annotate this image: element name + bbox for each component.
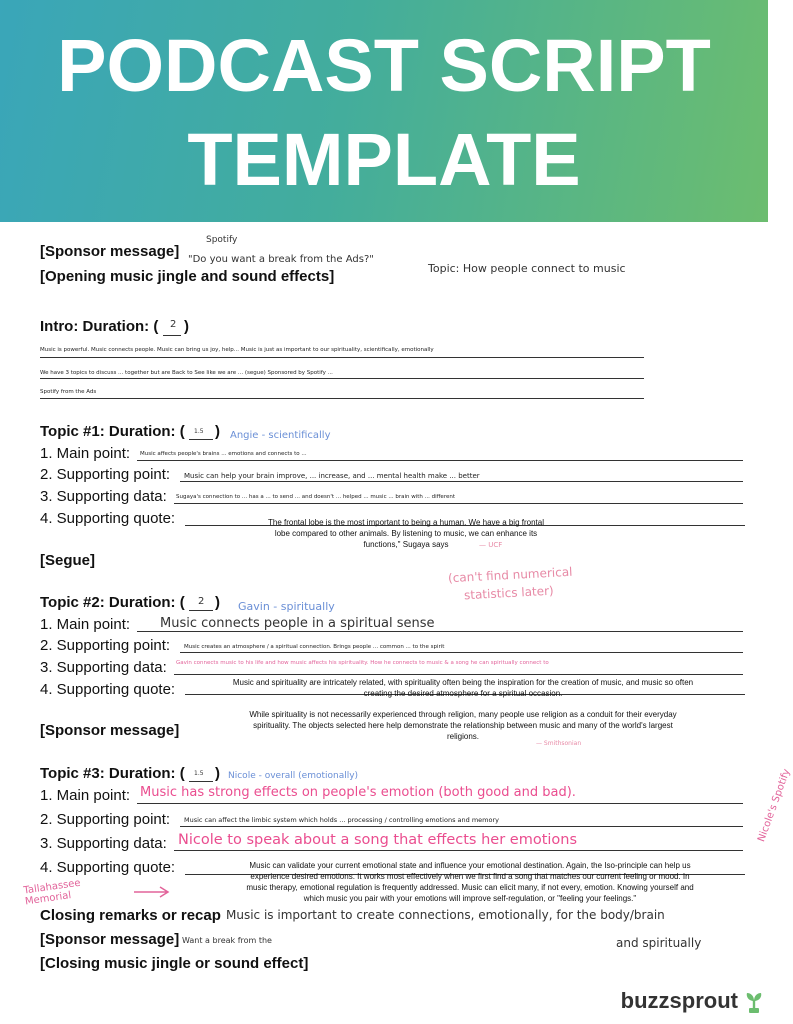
topic2-duration-value: 2 [198, 596, 205, 607]
topic1-duration-close: ) [215, 423, 220, 440]
topic2-supporting-data-label: 3. Supporting data: [40, 659, 167, 676]
topic1-duration-label: Topic #1: Duration: ( [40, 423, 185, 440]
closing-remarks: Closing remarks or recap [40, 907, 221, 924]
sprout-icon [744, 990, 764, 1014]
intro-line-2: We have 3 topics to discuss ... together but are Back to See like we are ... (segue) Sponsored by Spotify ... [40, 370, 333, 376]
topic3-main-point-label: 1. Main point: [40, 787, 131, 804]
topic3-supporting-data-value: Nicole to speak about a song that effects her emotions [178, 832, 578, 848]
topic1-note-2: statistics later) [463, 583, 555, 603]
topic2-presenter: Gavin - spiritually [238, 600, 335, 613]
topic1-supporting-quote-label: 4. Supporting quote: [40, 510, 176, 527]
topic1-supporting-point-label: 2. Supporting point: [40, 466, 171, 483]
opening-music: [Opening music jingle and sound effects] [40, 268, 335, 285]
topic1-supporting-point-value: Music can help your brain improve, ... increase, and ... mental health make ... better [184, 472, 480, 480]
topic2-supporting-point-label: 2. Supporting point: [40, 637, 171, 654]
topic2-supporting-quote-label: 4. Supporting quote: [40, 681, 176, 698]
topic3-supporting-quote-label: 4. Supporting quote: [40, 859, 176, 876]
break-note: "Do you want a break from the Ads?" [188, 254, 374, 265]
tallahassee-note: Tallahassee Memorial [22, 877, 82, 908]
topic1-quote: The frontal lobe is the most important to being a human. We have a big frontal lobe compared to other animals. By listening to music, we can enhance its functions," Sugaya says [267, 518, 544, 549]
closing-music: [Closing music jingle or sound effect] [40, 955, 309, 972]
intro-duration-label: Intro: Duration: ( [40, 318, 159, 335]
topic3-presenter: Nicole - overall (emotionally) [228, 771, 359, 781]
sponsor-message-1: [Sponsor message] [40, 243, 180, 260]
spotify-note: Spotify [206, 235, 238, 245]
topic2-duration-close: ) [215, 594, 220, 611]
closing-remarks-note-2: and spiritually [616, 936, 702, 950]
topic3-supporting-point-label: 2. Supporting point: [40, 811, 171, 828]
topic3-duration-close: ) [215, 765, 220, 782]
intro-duration-close: ) [184, 318, 189, 335]
topic2-supporting-point-value: Music creates an atmosphere / a spiritual connection. Brings people ... common ... to the spirit [184, 644, 445, 650]
sponsor3-note: Want a break from the [182, 936, 272, 945]
topic3-supporting-point-value: Music can affect the limbic system which holds ... processing / controlling emotions and memory [184, 816, 499, 824]
topic2-quote: Music and spirituality are intricately related, with spirituality often being the inspiration for the creation of music, and music so often creating the desired atmosphere for a spiritual occasion. [232, 678, 694, 698]
topic3-duration-label: Topic #3: Duration: ( [40, 765, 185, 782]
intro-line-1: Music is powerful. Music connects people. Music can bring us joy, help... Music is just as important to our spirituality, scientifically, emotionally [40, 347, 434, 353]
topic3-supporting-data-label: 3. Supporting data: [40, 835, 167, 852]
topic1-main-point-label: 1. Main point: [40, 445, 131, 462]
topic1-source: — UCF [479, 541, 503, 549]
sponsor-message-3: [Sponsor message] [40, 931, 180, 948]
topic2-duration-label: Topic #2: Duration: ( [40, 594, 185, 611]
topic2-source: — Smithsonian [536, 740, 582, 747]
page-title-line2: TEMPLATE [187, 118, 581, 201]
topic1-main-point-value: Music affects people's brains ... emotions and connects to ... [140, 451, 307, 457]
sponsor-message-2: [Sponsor message] [40, 722, 180, 739]
topic-note: Topic: How people connect to music [428, 262, 626, 275]
header-banner [0, 0, 768, 222]
topic2-supporting-data-value: Gavin connects music to his life and how music affects his spirituality. How he connects to music & a song he can spiritually connect to [176, 660, 549, 666]
topic1-supporting-data-value: Sugaya's connection to ... has a ... to send ... and doesn't ... helped ... music ... brain with ... different [176, 494, 455, 500]
buzzsprout-logo: buzzsprout [620, 988, 738, 1013]
arrow-icon [132, 884, 172, 898]
topic1-presenter: Angie - scientifically [230, 430, 331, 441]
topic3-side-note: Nicole's Spotify [756, 767, 793, 844]
page-title-line1: PODCAST SCRIPT [57, 24, 711, 107]
intro-line-3: Spotify from the Ads [40, 389, 97, 395]
topic2-main-point-value: Music connects people in a spiritual sense [160, 616, 435, 631]
topic3-main-point-value: Music has strong effects on people's emotion (both good and bad). [140, 785, 576, 800]
closing-remarks-note: Music is important to create connections, emotionally, for the body/brain [226, 908, 665, 922]
segue: [Segue] [40, 552, 96, 569]
topic3-duration-value: 1.5 [194, 770, 204, 777]
intro-duration-value: 2 [170, 319, 177, 330]
topic1-supporting-data-label: 3. Supporting data: [40, 488, 167, 505]
topic2-quote-b: While spirituality is not necessarily experienced through religion, many people use religion as a conduit for their everyday spirituality. The objects selected here help demonstrate the relationship between music and many of the world's largest religions. [249, 710, 677, 741]
topic2-main-point-label: 1. Main point: [40, 616, 131, 633]
topic1-note-1: (can't find numerical [447, 564, 573, 586]
topic1-duration-value: 1.5 [194, 428, 204, 435]
topic3-quote: Music can validate your current emotional state and influence your emotional destination. Again, the Iso-principle can help us experience desired emotions. It works most effectively when we first find a song that matches our current feeling or mood. In music therapy, emotional regulation is frequently addressed. Music can elicit many, if not every, emotion. Knowing yourself and which music you pair with your emotions will improve self-regulation, or "feeling your feelings." [246, 861, 694, 903]
